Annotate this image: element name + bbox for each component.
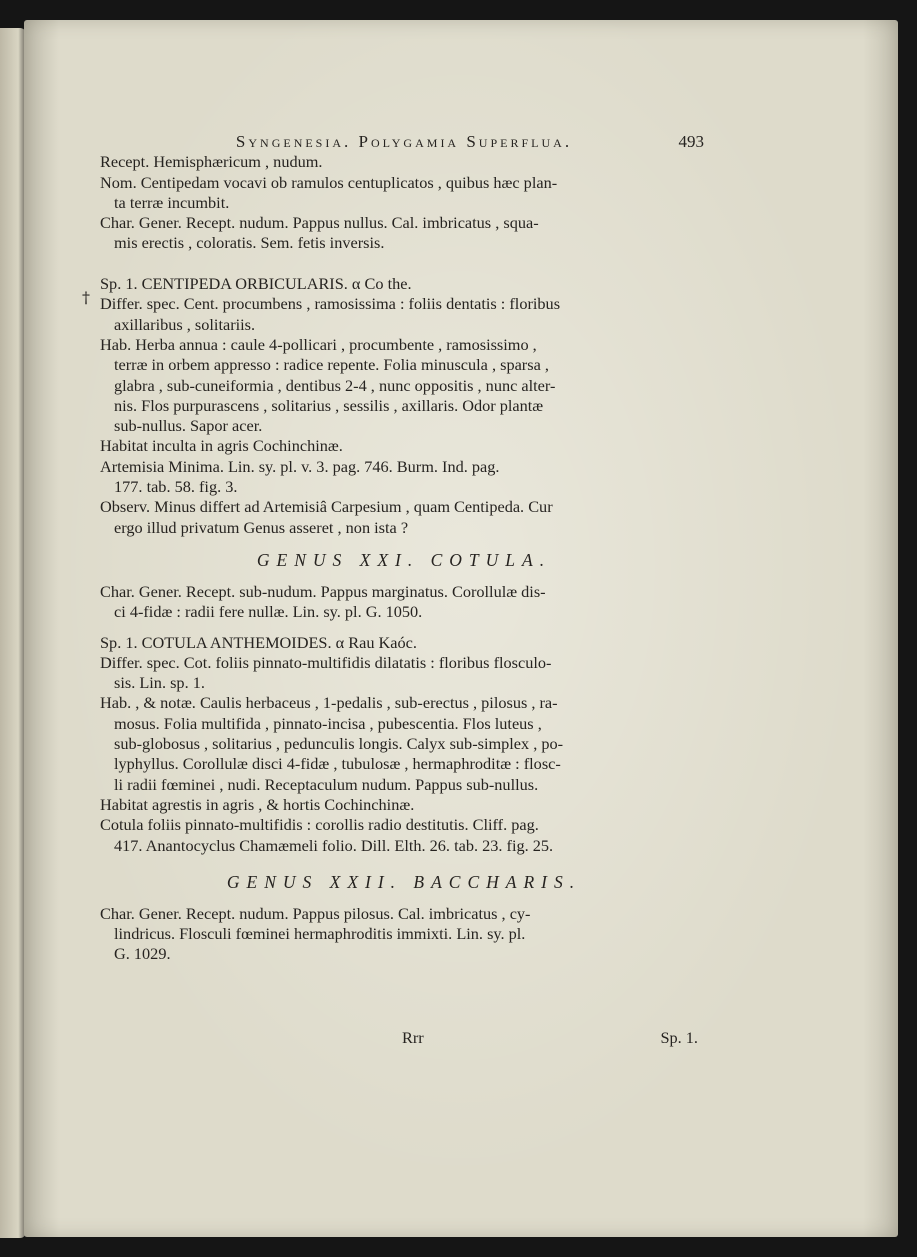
text-line: G. 1029.: [114, 944, 171, 964]
facing-page-edge: [0, 28, 26, 1238]
text-line: Cotula foliis pinnato-multifidis : corollis radio destitutis. Cliff. pag.: [100, 815, 539, 835]
species-heading: Sp. 1. COTULA ANTHEMOIDES. α Rau Kaóc.: [100, 632, 417, 652]
text-line: mosus. Folia multifida , pinnato-incisa , pubescentia. Flos luteus ,: [114, 713, 542, 733]
running-head-title: Syngenesia. Polygamia Superflua.: [235, 132, 573, 151]
dagger-mark: †: [82, 288, 90, 307]
spacer: [100, 856, 708, 870]
text-line: 417. Anantocyclus Chamæmeli folio. Dill. Elth. 26. tab. 23. fig. 25.: [114, 835, 554, 855]
text-line: lindricus. Flosculi fœminei hermaphroditis immixti. Lin. sy. pl.: [114, 924, 526, 944]
species-heading: Sp. 1. CENTIPEDA ORBICULARIS. α Co the.: [100, 274, 412, 294]
spacer: [100, 623, 708, 633]
text-line: sub-globosus , solitarius , pedunculis longis. Calyx sub-simplex , po-: [114, 734, 564, 754]
text-line: sub-nullus. Sapor acer.: [114, 416, 263, 436]
spacer: [100, 572, 708, 582]
text-line: Nom. Centipedam vocavi ob ramulos centuplicatos , quibus hæc plan-: [100, 172, 558, 192]
catchword: Sp. 1.: [660, 1028, 698, 1047]
text-line: Hab. Herba annua : caule 4-pollicari , procumbente , ramosissimo ,: [100, 334, 537, 354]
text-line: Habitat agrestis in agris , & hortis Cochinchinæ.: [100, 794, 415, 814]
spacer: [100, 894, 708, 904]
text-line: mis erectis , coloratis. Sem. fetis inversis.: [114, 233, 385, 253]
text-line: Differ. spec. Cent. procumbens , ramosissima : foliis dentatis : floribus: [100, 294, 561, 314]
genus-heading-baccharis: GENUS XXII. BACCHARIS.: [226, 871, 582, 892]
page-number: 493: [678, 132, 704, 151]
text-line: ergo illud privatum Genus asseret , non ista ?: [114, 517, 409, 537]
text-line: Char. Gener. Recept. nudum. Pappus nullus. Cal. imbricatus , squa-: [100, 213, 539, 233]
text-line: Observ. Minus differt ad Artemisiâ Carpesium , quam Centipeda. Cur: [100, 497, 553, 517]
text-line: axillaribus , solitariis.: [114, 314, 256, 334]
running-head: [100, 132, 708, 152]
page-text-block: [100, 132, 708, 965]
text-line: lyphyllus. Corollulæ disci 4-fidæ , tubulosæ , hermaphroditæ : flosc-: [114, 754, 561, 774]
text-line: Artemisia Minima. Lin. sy. pl. v. 3. pag. 746. Burm. Ind. pag.: [100, 456, 500, 476]
text-line: Hab. , & notæ. Caulis herbaceus , 1-pedalis , sub-erectus , pilosus , ra-: [100, 693, 558, 713]
text-line: Char. Gener. Recept. nudum. Pappus pilosus. Cal. imbricatus , cy-: [100, 903, 531, 923]
text-line: ci 4-fidæ : radii fere nullæ. Lin. sy. pl. G. 1050.: [114, 602, 423, 622]
text-line: 177. tab. 58. fig. 3.: [114, 477, 238, 497]
text-line: Habitat inculta in agris Cochinchinæ.: [100, 436, 343, 456]
blank-line: [100, 254, 708, 274]
signature-mark: Rrr: [402, 1028, 424, 1047]
text-line: li radii fœminei , nudi. Receptaculum nudum. Pappus sub-nullus.: [114, 774, 539, 794]
text-line: Differ. spec. Cot. foliis pinnato-multifidis dilatatis : floribus flosculo-: [100, 652, 552, 672]
text-line: terræ in orbem appresso : radice repente. Folia minuscula , sparsa ,: [114, 355, 549, 375]
text-line: Recept. Hemisphæricum , nudum.: [100, 152, 323, 172]
text-line: ta terræ incumbit.: [114, 192, 230, 212]
genus-heading-cotula: GENUS XXI. COTULA.: [256, 549, 552, 570]
text-line: nis. Flos purpurascens , solitarius , sessilis , axillaris. Odor plantæ: [114, 395, 544, 415]
text-line: glabra , sub-cuneiformia , dentibus 2-4 , nunc oppositis , nunc alter-: [114, 375, 556, 395]
text-line: sis. Lin. sp. 1.: [114, 673, 205, 693]
spacer: [100, 538, 708, 548]
text-line: Char. Gener. Recept. sub-nudum. Pappus marginatus. Corollulæ dis-: [100, 581, 546, 601]
